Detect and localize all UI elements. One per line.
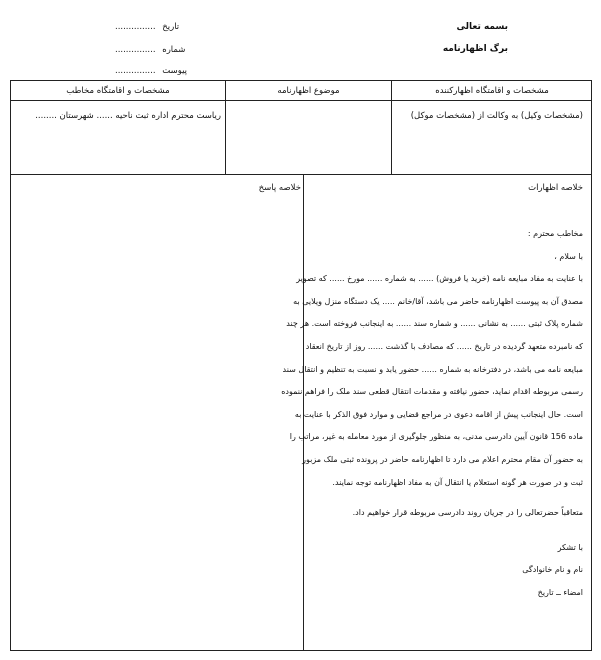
parties-table	[10, 80, 592, 175]
date-field	[115, 22, 225, 32]
spacer	[313, 525, 583, 537]
addressee-value: ریاست محترم اداره ثبت ناحیه ...... شهرستان ........	[35, 111, 221, 121]
summary-label: خلاصه اظهارات	[528, 183, 583, 193]
full-name-line: نام و نام خانوادگی	[522, 565, 583, 575]
summary-line: مبایعه نامه می باشد، در دفترخانه به شماره ...... حضور یابد و نسبت به تنظیم و انتقال سند	[282, 364, 583, 374]
statements-section	[10, 175, 592, 651]
declarant-header: مشخصات و اقامتگاه اظهارکننده	[435, 86, 549, 96]
summary-line: با عنایت به مفاد مبایعه نامه (خرید یا فروش) ...... به شماره ...... مورخ ...... که تصویر	[296, 274, 583, 284]
signature-date-line: امضاء ــ تاریخ	[537, 587, 583, 597]
summary-body	[281, 223, 583, 605]
date-dots: ...............	[115, 22, 156, 32]
greeting: با سلام ،	[554, 251, 583, 261]
table-header-divider	[11, 100, 591, 101]
subject-header: موضوع اظهارنامه	[277, 86, 340, 96]
response-label: خلاصه پاسخ	[258, 183, 301, 193]
addressee-header: مشخصات و اقامتگاه مخاطب	[66, 86, 170, 96]
summary-line: ماده 156 قانون آیین دادرسی مدنی، به منظور جلوگیری از مورد معامله به غیر، مراتب را	[289, 432, 583, 442]
number-dots: ...............	[115, 45, 156, 55]
form-title: برگ اظهارنامه	[442, 44, 508, 54]
attachment-label: پیوست	[162, 66, 188, 76]
number-field	[115, 45, 225, 55]
attachment-dots: ...............	[115, 66, 156, 76]
date-label: تاریخ	[162, 22, 180, 32]
basmala-heading: بسمه تعالی	[456, 22, 508, 32]
summary-line: که نامبرده متعهد گردیده در تاریخ ...... که مصادف با گذشت ...... روز از تاریخ انعقاد	[305, 341, 583, 351]
summary-line: ثبت و در صورت هر گونه استعلام یا انتقال آن به مفاد اظهارنامه توجه نمایند.	[332, 477, 583, 487]
summary-line: مصدق آن به پیوست اظهارنامه حاضر می باشد، آقا/خانم ..... یک دستگاه منزل ویلایی به	[293, 296, 583, 306]
attachment-field	[115, 66, 225, 76]
summary-line: است. حال اینجانب پیش از اقامه دعوی در مراجع قضایی و موارد فوق الذکر با عنایت به	[294, 409, 583, 419]
closing-line: متعاقباً حضرتعالی را در جریان روند دادرسی مربوطه قرار خواهیم داد.	[352, 508, 583, 518]
addressee-salutation: مخاطب محترم :	[527, 229, 583, 238]
summary-line: به حضور آن مقام محترم اعلام می دارد تا اظهارنامه حاضر در پرونده ثبتی ملک مزبور	[302, 454, 583, 464]
number-label: شماره	[162, 45, 186, 55]
declarant-value: (مشخصات وکیل) به وکالت از (مشخصات موکل)	[410, 111, 583, 121]
thanks-line: با تشکر	[557, 542, 583, 552]
summary-line: شماره پلاک ثبتی ...... به نشانی ...... و شماره سند ...... به اینجانب فروخته است. هر چند	[286, 319, 583, 329]
summary-line: رسمی مربوطه اقدام نماید، حضور نیافته و مقدمات انتقال قطعی سند ملک را فراهم ننموده	[281, 387, 583, 397]
